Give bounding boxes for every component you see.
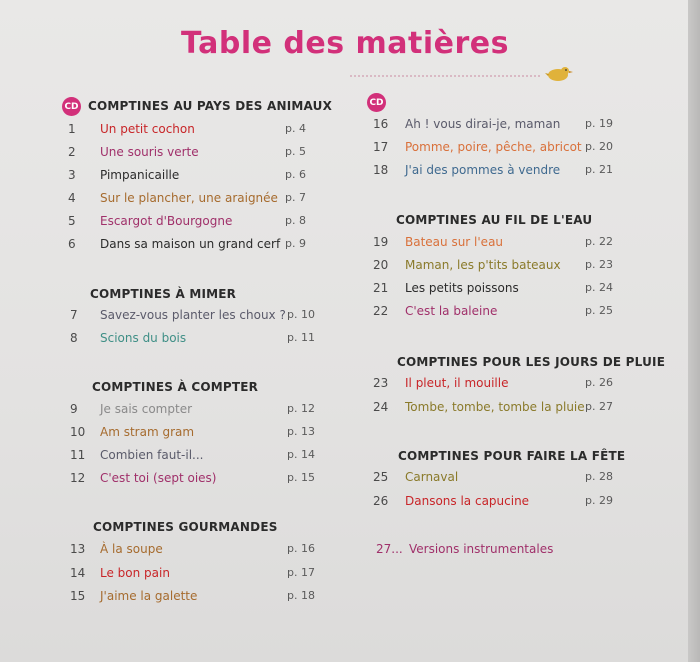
toc-entry bbox=[373, 304, 625, 322]
toc-entry bbox=[373, 400, 625, 418]
toc-entry bbox=[70, 425, 327, 443]
entry-number: 13 bbox=[70, 542, 86, 556]
entry-number: 25 bbox=[373, 470, 389, 484]
toc-entry bbox=[70, 308, 327, 326]
entry-page: p. 24 bbox=[585, 281, 613, 294]
entry-title: À la soupe bbox=[100, 542, 163, 556]
toc-entry-instrumental bbox=[376, 542, 626, 560]
entry-number: 5 bbox=[68, 214, 76, 228]
entry-page: p. 12 bbox=[287, 402, 315, 415]
entry-page: p. 13 bbox=[287, 425, 315, 438]
entry-title: Savez-vous planter les choux ? bbox=[100, 308, 286, 322]
toc-entry bbox=[373, 494, 625, 512]
entry-page: p. 10 bbox=[287, 308, 315, 321]
entry-page: p. 27 bbox=[585, 400, 613, 413]
entry-title: Bateau sur l'eau bbox=[405, 235, 504, 249]
entry-title: Sur le plancher, une araignée bbox=[100, 191, 278, 205]
entry-number: 2 bbox=[68, 145, 76, 159]
entry-title: Maman, les p'tits bateaux bbox=[405, 258, 561, 272]
entry-title: Une souris verte bbox=[100, 145, 199, 159]
entry-number: 18 bbox=[373, 163, 389, 177]
entry-number: 3 bbox=[68, 168, 76, 182]
entry-title: Je sais compter bbox=[100, 402, 193, 416]
entry-title: Am stram gram bbox=[100, 425, 195, 439]
entry-page: p. 11 bbox=[287, 331, 315, 344]
toc-entry bbox=[373, 281, 625, 299]
entry-title: Un petit cochon bbox=[100, 122, 195, 136]
entry-number: 6 bbox=[68, 237, 76, 251]
section-title: COMPTINES AU PAYS DES ANIMAUX bbox=[88, 99, 333, 113]
toc-entry bbox=[70, 566, 327, 584]
toc-entry bbox=[373, 117, 625, 135]
entry-number: 19 bbox=[373, 235, 389, 249]
entry-title: Pomme, poire, pêche, abricot bbox=[405, 140, 582, 154]
entry-title: J'ai des pommes à vendre bbox=[405, 163, 561, 177]
toc-entry bbox=[373, 140, 625, 158]
entry-title: Dansons la capucine bbox=[405, 494, 530, 508]
toc-entry bbox=[373, 258, 625, 276]
entry-number: 24 bbox=[373, 400, 389, 414]
entry-page: p. 25 bbox=[585, 304, 613, 317]
cd-icon: CD bbox=[62, 97, 81, 116]
entry-page: p. 6 bbox=[285, 168, 306, 181]
entry-number: 20 bbox=[373, 258, 389, 272]
bird-icon bbox=[545, 64, 573, 82]
toc-entry bbox=[68, 168, 325, 186]
toc-entry bbox=[70, 448, 327, 466]
section-title: COMPTINES À MIMER bbox=[90, 287, 237, 301]
toc-entry bbox=[373, 470, 625, 488]
entry-title: Il pleut, il mouille bbox=[405, 376, 509, 390]
entry-title: Carnaval bbox=[405, 470, 459, 484]
entry-page: p. 29 bbox=[585, 494, 613, 507]
entry-number: 1 bbox=[68, 122, 76, 136]
entry-number: 12 bbox=[70, 471, 86, 485]
toc-entry bbox=[70, 542, 327, 560]
page-title: Table des matières bbox=[181, 26, 509, 61]
entry-page: p. 18 bbox=[287, 589, 315, 602]
entry-page: p. 5 bbox=[285, 145, 306, 158]
entry-page: p. 20 bbox=[585, 140, 613, 153]
toc-entry bbox=[373, 163, 625, 181]
entry-page: p. 15 bbox=[287, 471, 315, 484]
entry-number: 26 bbox=[373, 494, 389, 508]
entry-title: Le bon pain bbox=[100, 566, 170, 580]
entry-number: 15 bbox=[70, 589, 86, 603]
cd-icon: CD bbox=[367, 93, 386, 112]
entry-page: p. 16 bbox=[287, 542, 315, 555]
entry-number: 9 bbox=[70, 402, 78, 416]
toc-entry bbox=[68, 145, 325, 163]
entry-number: 16 bbox=[373, 117, 389, 131]
entry-page: p. 22 bbox=[585, 235, 613, 248]
toc-entry bbox=[68, 191, 325, 209]
entry-number: 8 bbox=[70, 331, 78, 345]
section-title: COMPTINES GOURMANDES bbox=[93, 520, 278, 534]
toc-entry bbox=[68, 122, 325, 140]
entry-page: p. 14 bbox=[287, 448, 315, 461]
entry-title: Dans sa maison un grand cerf bbox=[100, 237, 281, 251]
entry-page: p. 26 bbox=[585, 376, 613, 389]
entry-title: Escargot d'Bourgogne bbox=[100, 214, 233, 228]
section-title: COMPTINES À COMPTER bbox=[92, 380, 259, 394]
entry-title: Ah ! vous dirai-je, maman bbox=[405, 117, 561, 131]
toc-entry bbox=[373, 235, 625, 253]
toc-entry bbox=[68, 237, 325, 255]
toc-entry bbox=[70, 471, 327, 489]
entry-number: 21 bbox=[373, 281, 389, 295]
entry-page: p. 28 bbox=[585, 470, 613, 483]
entry-title: Pimpanicaille bbox=[100, 168, 180, 182]
entry-page: p. 21 bbox=[585, 163, 613, 176]
entry-page: p. 23 bbox=[585, 258, 613, 271]
entry-number: 23 bbox=[373, 376, 389, 390]
entry-page: p. 8 bbox=[285, 214, 306, 227]
entry-title: Les petits poissons bbox=[405, 281, 519, 295]
entry-page: p. 4 bbox=[285, 122, 306, 135]
dotted-underline bbox=[350, 75, 540, 77]
entry-number: 27... bbox=[376, 542, 403, 556]
toc-entry bbox=[373, 376, 625, 394]
entry-page: p. 19 bbox=[585, 117, 613, 130]
entry-page: p. 17 bbox=[287, 566, 315, 579]
entry-number: 11 bbox=[70, 448, 86, 462]
section-title: COMPTINES POUR FAIRE LA FÊTE bbox=[398, 449, 626, 463]
entry-title: Versions instrumentales bbox=[409, 542, 554, 556]
toc-entry bbox=[70, 589, 327, 607]
entry-number: 22 bbox=[373, 304, 389, 318]
entry-title: C'est la baleine bbox=[405, 304, 498, 318]
entry-title: J'aime la galette bbox=[100, 589, 198, 603]
entry-number: 4 bbox=[68, 191, 76, 205]
entry-page: p. 7 bbox=[285, 191, 306, 204]
entry-title: Combien faut-il... bbox=[100, 448, 204, 462]
toc-entry bbox=[70, 331, 327, 349]
section-title: COMPTINES POUR LES JOURS DE PLUIE bbox=[397, 355, 666, 369]
entry-number: 14 bbox=[70, 566, 86, 580]
toc-entry bbox=[70, 402, 327, 420]
entry-title: C'est toi (sept oies) bbox=[100, 471, 217, 485]
entry-title: Scions du bois bbox=[100, 331, 187, 345]
toc-entry bbox=[68, 214, 325, 232]
entry-number: 17 bbox=[373, 140, 389, 154]
entry-title: Tombe, tombe, tombe la pluie bbox=[405, 400, 585, 414]
section-title: COMPTINES AU FIL DE L'EAU bbox=[396, 213, 593, 227]
page-edge bbox=[688, 0, 700, 662]
entry-number: 7 bbox=[70, 308, 78, 322]
entry-page: p. 9 bbox=[285, 237, 306, 250]
entry-number: 10 bbox=[70, 425, 86, 439]
